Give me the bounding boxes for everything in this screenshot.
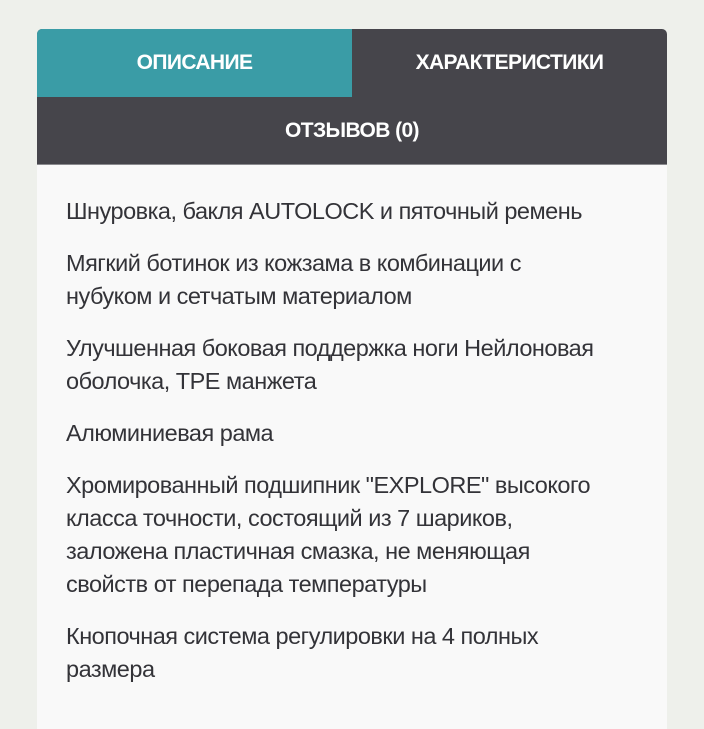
description-paragraph [66, 620, 667, 686]
description-line: Алюминиевая рама [66, 420, 274, 446]
tab-description[interactable]: ОПИСАНИЕ [37, 29, 352, 97]
description-paragraph [66, 332, 667, 398]
description-line: оболочка, TPE манжета [66, 368, 317, 394]
description-line: нубуком и сетчатым материалом [66, 283, 412, 309]
tab-reviews[interactable]: ОТЗЫВОВ (0) [37, 97, 667, 165]
description-content [37, 165, 667, 686]
description-line: Хромированный подшипник "EXPLORE" высокого [66, 472, 591, 498]
tab-bar [37, 29, 667, 165]
tab-specifications[interactable]: ХАРАКТЕРИСТИКИ [415, 50, 604, 74]
description-line: Шнуровка, бакля AUTOLOCK и пяточный ремень [66, 198, 582, 224]
description-paragraph [66, 469, 667, 601]
description-line: свойств от перепада температуры [66, 571, 427, 597]
description-paragraph [66, 247, 667, 313]
description-line: Улучшенная боковая поддержка ноги Нейлоновая [66, 335, 594, 361]
product-tabs-card [37, 29, 667, 729]
description-paragraph [66, 417, 667, 450]
description-line: размера [66, 656, 155, 682]
description-line: заложена пластичная смазка, не меняющая [66, 538, 530, 564]
description-line: Мягкий ботинок из кожзама в комбинации с [66, 250, 521, 276]
description-line: Кнопочная система регулировки на 4 полных [66, 623, 539, 649]
description-paragraph [66, 195, 667, 228]
description-line: класса точности, состоящий из 7 шариков, [66, 505, 513, 531]
